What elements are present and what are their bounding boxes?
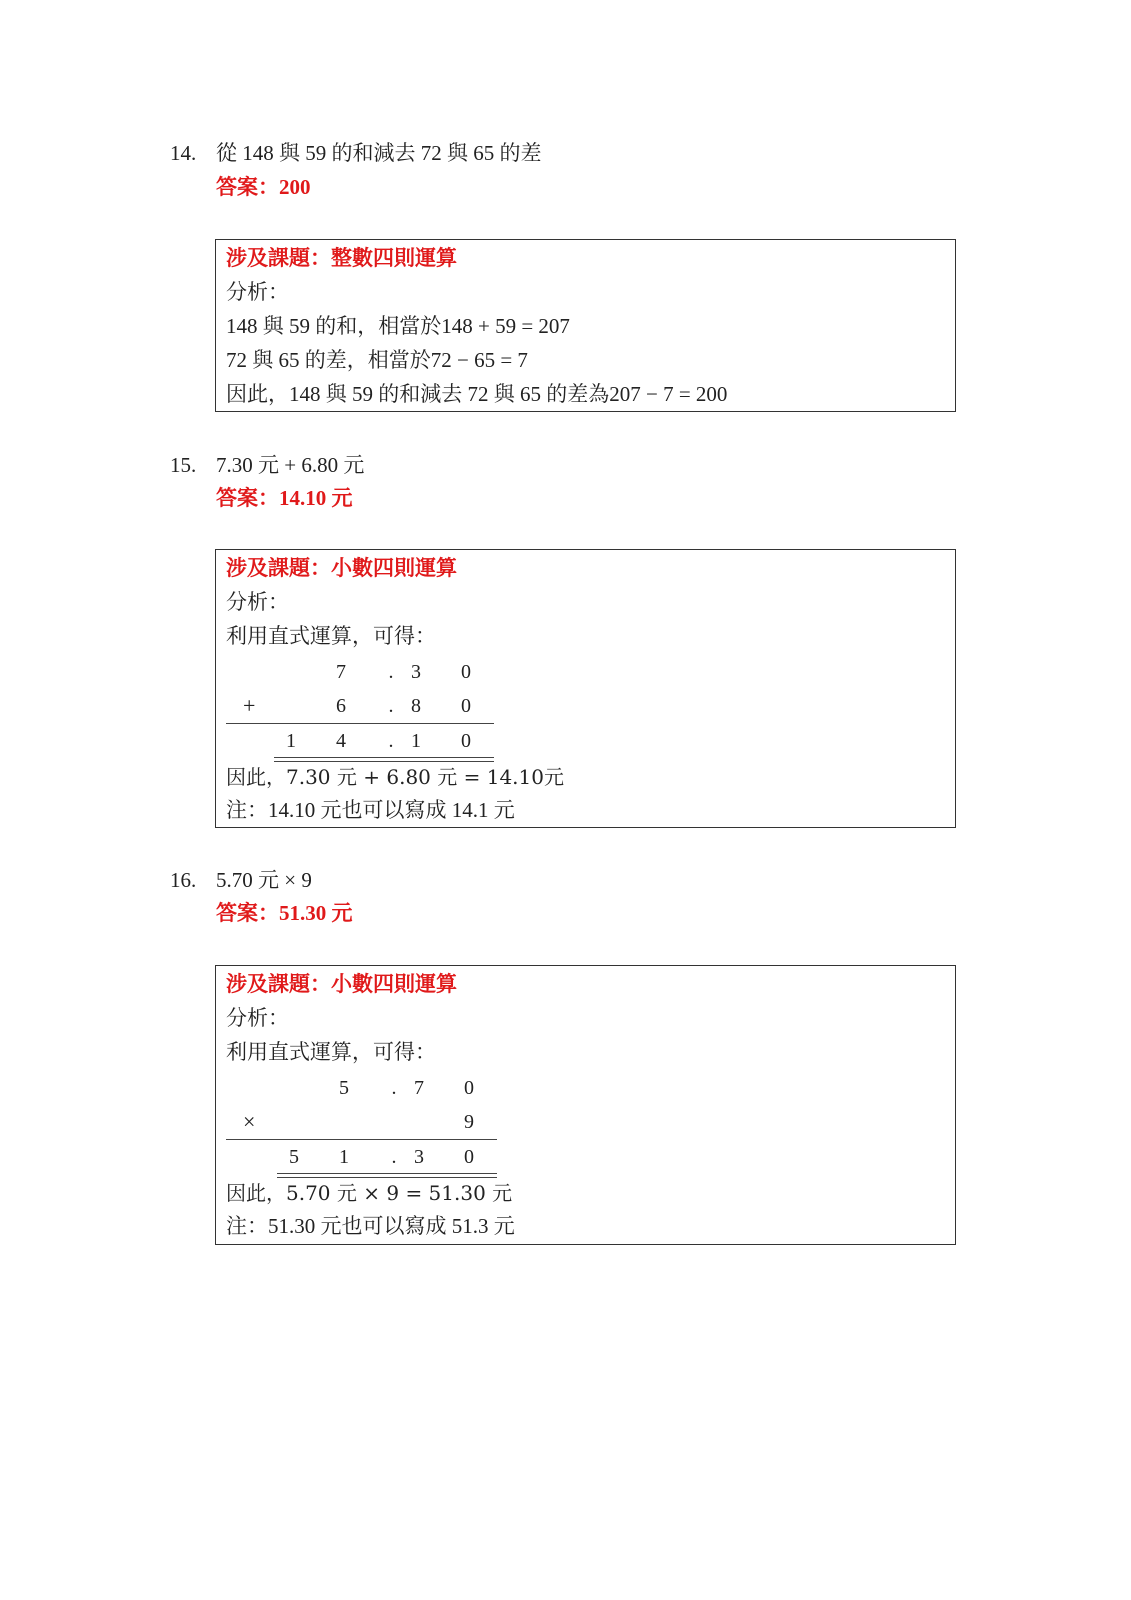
- digit: 7: [336, 661, 346, 683]
- analysis-line: 148 與 59 的和，相當於148 + 59 = 207: [226, 314, 570, 338]
- digit: 1: [339, 1146, 349, 1168]
- digit: 7: [414, 1077, 424, 1099]
- analysis-line: 分析：: [226, 590, 289, 614]
- conclusion-line: 因此，5.70 元 × 9 = 51.30 元: [226, 1181, 513, 1205]
- conclusion-line: 因此，7.30 元 + 6.80 元 = 14.10元: [226, 765, 564, 789]
- digit: 0: [464, 1146, 474, 1168]
- digit: 1: [286, 730, 296, 752]
- analysis-line: 因此，148 與 59 的和減去 72 與 65 的差為207 − 7 = 200: [226, 382, 728, 406]
- analysis-box: [215, 549, 956, 828]
- topic-heading: 涉及課題：整數四則運算: [226, 246, 457, 270]
- topic-heading: 涉及課題：小數四則運算: [226, 556, 457, 580]
- digit: 0: [461, 661, 471, 683]
- note-line: 注：51.30 元也可以寫成 51.3 元: [226, 1214, 515, 1238]
- digit: 0: [461, 730, 471, 752]
- question-number: 16.: [170, 868, 197, 892]
- question-number: 15.: [170, 453, 197, 477]
- question-text: 5.70 元 × 9: [216, 868, 312, 892]
- digit: 4: [336, 730, 346, 752]
- decimal-point: .: [388, 661, 394, 683]
- digit: 0: [461, 695, 471, 717]
- decimal-point: .: [391, 1077, 397, 1099]
- digit: 8: [411, 695, 421, 717]
- digit: 6: [336, 695, 346, 717]
- product-line: [226, 1139, 497, 1140]
- analysis-box: [215, 965, 956, 1245]
- digit: 3: [411, 661, 421, 683]
- digit: 1: [411, 730, 421, 752]
- analysis-line: 利用直式運算，可得：: [226, 624, 436, 648]
- question-number: 14.: [170, 141, 197, 165]
- answer: 答案：14.10 元: [216, 486, 353, 510]
- analysis-line: 利用直式運算，可得：: [226, 1040, 436, 1064]
- answer: 答案：51.30 元: [216, 901, 353, 925]
- note-line: 注：14.10 元也可以寫成 14.1 元: [226, 798, 515, 822]
- answer: 答案：200: [216, 175, 311, 199]
- plus-operator: +: [243, 693, 256, 718]
- question-text: 從 148 與 59 的和減去 72 與 65 的差: [216, 141, 542, 165]
- result-double-line: [277, 1173, 497, 1178]
- analysis-box: [215, 239, 956, 412]
- digit: 3: [414, 1146, 424, 1168]
- result-double-line: [274, 757, 494, 762]
- decimal-point: .: [388, 695, 394, 717]
- digit: 0: [464, 1077, 474, 1099]
- digit: 5: [289, 1146, 299, 1168]
- decimal-point: .: [388, 730, 394, 752]
- multiply-operator: ×: [243, 1109, 256, 1134]
- topic-heading: 涉及課題：小數四則運算: [226, 972, 457, 996]
- analysis-line: 分析：: [226, 1006, 289, 1030]
- decimal-point: .: [391, 1146, 397, 1168]
- analysis-line: 72 與 65 的差，相當於72 − 65 = 7: [226, 348, 528, 372]
- digit: 9: [464, 1111, 474, 1133]
- question-text: 7.30 元 + 6.80 元: [216, 453, 365, 477]
- digit: 5: [339, 1077, 349, 1099]
- sum-line: [226, 723, 494, 724]
- analysis-line: 分析：: [226, 280, 289, 304]
